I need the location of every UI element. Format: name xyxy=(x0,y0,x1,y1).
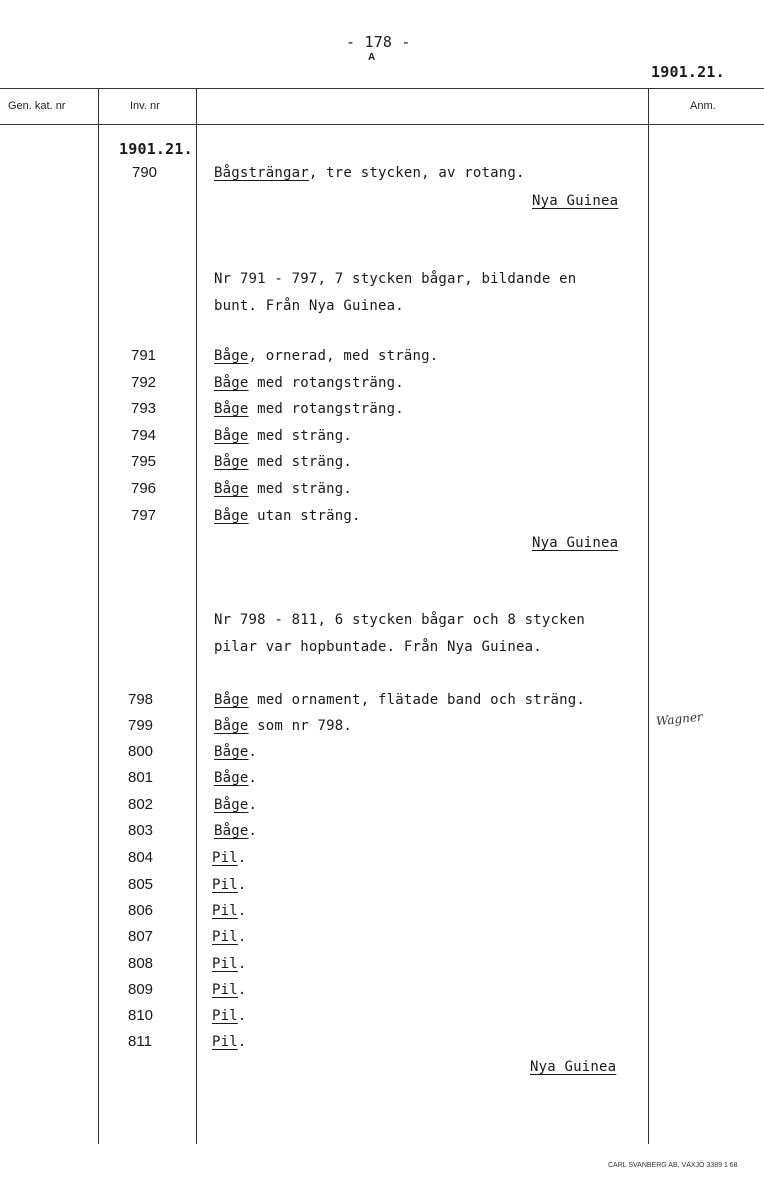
inv-number: 802 xyxy=(128,796,154,813)
collection-number: 1901.21. xyxy=(119,140,193,158)
object-name: Båge xyxy=(214,401,249,417)
object-name: Båge xyxy=(214,770,249,786)
object-name: Båge xyxy=(214,797,249,813)
object-description: . xyxy=(248,770,258,786)
object-description: , tre stycken, av rotang. xyxy=(308,165,525,181)
catalog-entry xyxy=(214,508,361,524)
object-name: Pil xyxy=(212,877,238,893)
object-name: Pil xyxy=(212,903,238,919)
column-divider-anm xyxy=(648,88,649,1144)
object-name: Pil xyxy=(212,929,238,945)
object-description: . xyxy=(237,877,247,893)
location-label: Nya Guinea xyxy=(532,193,619,209)
catalog-entry xyxy=(212,982,247,998)
inv-number: 805 xyxy=(128,876,154,893)
column-divider-inv xyxy=(196,88,197,1144)
location-label: Nya Guinea xyxy=(530,1059,617,1075)
inv-number: 800 xyxy=(128,743,154,760)
catalog-entry xyxy=(212,877,247,893)
inv-number: 795 xyxy=(131,453,157,470)
object-name: Båge xyxy=(214,718,249,734)
object-name: Båge xyxy=(214,508,249,524)
object-name: Båge xyxy=(214,823,249,839)
catalog-entry xyxy=(214,718,352,734)
inv-number: 794 xyxy=(131,427,157,444)
inv-number: 798 xyxy=(128,691,154,708)
object-description: . xyxy=(248,797,258,813)
catalog-entry xyxy=(214,428,352,444)
object-description: . xyxy=(237,956,247,972)
group-note-line: bunt. Från Nya Guinea. xyxy=(214,298,404,314)
inv-number: 797 xyxy=(131,507,157,524)
group-note-line: Nr 791 - 797, 7 stycken bågar, bildande en xyxy=(214,271,577,287)
inv-number: 792 xyxy=(131,374,157,391)
catalog-entry xyxy=(214,375,404,391)
object-name: Pil xyxy=(212,982,238,998)
catalog-entry xyxy=(212,956,247,972)
object-description: . xyxy=(237,903,247,919)
catalog-entry xyxy=(212,1008,247,1024)
inv-number: 807 xyxy=(128,928,154,945)
catalog-entry xyxy=(212,850,247,866)
header-inv-nr: Inv. nr xyxy=(130,100,160,112)
object-description: . xyxy=(237,982,247,998)
object-description: . xyxy=(248,823,258,839)
catalog-entry xyxy=(214,692,585,708)
inv-number: 810 xyxy=(128,1007,154,1024)
object-description: med sträng. xyxy=(248,428,353,444)
inv-number: 791 xyxy=(131,347,157,364)
top-right-reference: 1901.21. xyxy=(651,63,725,81)
object-description: . xyxy=(237,929,247,945)
catalog-entry xyxy=(214,401,404,417)
page-number: - 178 - xyxy=(346,33,411,51)
catalog-entry xyxy=(212,929,247,945)
inv-number: 809 xyxy=(128,981,154,998)
catalog-entry xyxy=(214,744,257,760)
object-name: Pil xyxy=(212,956,238,972)
group-note-line: Nr 798 - 811, 6 stycken bågar och 8 stycken xyxy=(214,612,586,628)
inv-number: 804 xyxy=(128,849,154,866)
object-description: utan sträng. xyxy=(248,508,361,524)
inv-number: 811 xyxy=(128,1033,152,1050)
column-divider-gen xyxy=(98,88,99,1144)
object-description: med sträng. xyxy=(248,454,353,470)
object-name: Pil xyxy=(212,1008,238,1024)
object-name: Pil xyxy=(212,850,238,866)
object-name: Båge xyxy=(214,375,249,391)
object-name: Båge xyxy=(214,454,249,470)
handwritten-annotation: Wagner xyxy=(655,709,704,729)
inv-number: 808 xyxy=(128,955,154,972)
inv-number: 793 xyxy=(131,400,157,417)
printer-footer: CARL SVANBERG AB, VÄXJÖ 3389 1 68 xyxy=(608,1162,738,1169)
object-name: Båge xyxy=(214,428,249,444)
object-description: som nr 798. xyxy=(248,718,353,734)
object-name: Båge xyxy=(214,348,249,364)
object-name: Pil xyxy=(212,1034,238,1050)
catalog-entry xyxy=(214,348,438,364)
object-description: med rotangsträng. xyxy=(248,401,404,417)
page-mark: A xyxy=(368,52,376,63)
object-description: . xyxy=(248,744,258,760)
object-name: Båge xyxy=(214,692,249,708)
object-description: . xyxy=(237,850,247,866)
catalog-entry xyxy=(214,770,257,786)
object-name: Båge xyxy=(214,744,249,760)
catalog-entry xyxy=(214,454,352,470)
header-anm: Anm. xyxy=(690,100,716,112)
inv-number: 801 xyxy=(128,769,154,786)
inv-number: 799 xyxy=(128,717,154,734)
object-description: med ornament, flätade band och sträng. xyxy=(248,692,586,708)
catalog-entry xyxy=(214,481,352,497)
inv-number: 803 xyxy=(128,822,154,839)
inv-number: 796 xyxy=(131,480,157,497)
object-description: med rotangsträng. xyxy=(248,375,404,391)
location-label: Nya Guinea xyxy=(532,535,619,551)
object-name: Båge xyxy=(214,481,249,497)
inv-number: 806 xyxy=(128,902,154,919)
catalog-entry xyxy=(214,823,257,839)
catalog-entry xyxy=(212,903,247,919)
inv-number: 790 xyxy=(132,164,158,181)
object-description: med sträng. xyxy=(248,481,353,497)
group-note-line: pilar var hopbuntade. Från Nya Guinea. xyxy=(214,639,542,655)
catalog-entry xyxy=(212,1034,247,1050)
object-name: Bågsträngar xyxy=(214,165,309,181)
header-gen-kat-nr: Gen. kat. nr xyxy=(8,100,66,112)
object-description: . xyxy=(237,1034,247,1050)
catalog-entry xyxy=(214,797,257,813)
header-top-rule xyxy=(0,88,764,89)
object-description: . xyxy=(237,1008,247,1024)
header-bottom-rule xyxy=(0,124,764,125)
object-description: , ornerad, med sträng. xyxy=(248,348,439,364)
catalog-entry xyxy=(214,165,525,181)
